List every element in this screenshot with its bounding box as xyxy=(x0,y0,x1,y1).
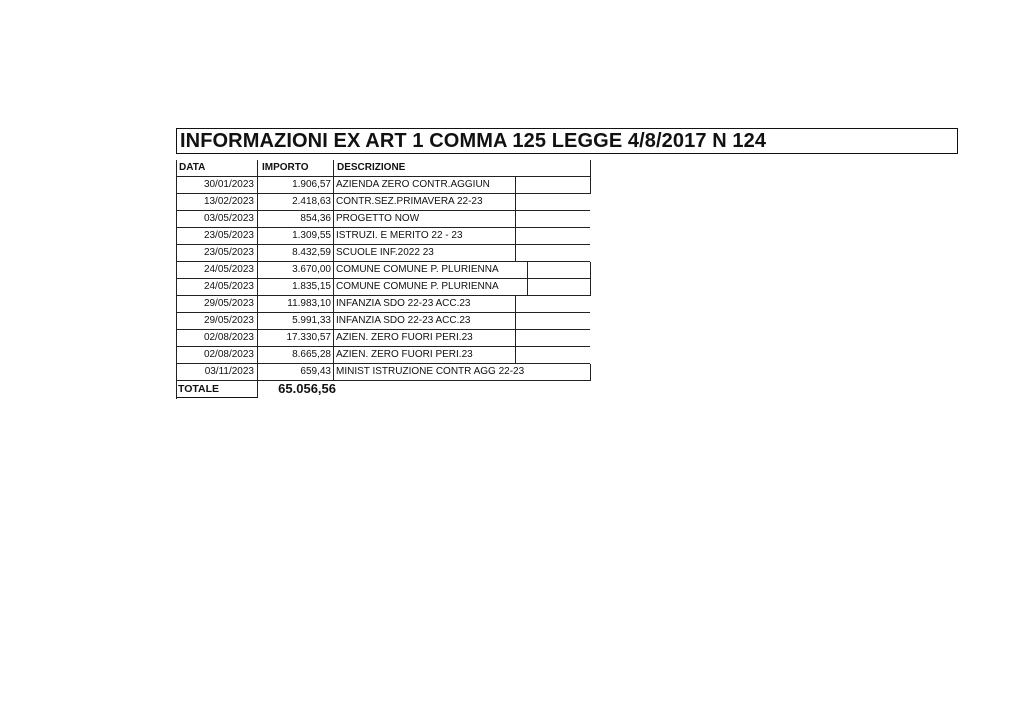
row-date: 24/05/2023 xyxy=(176,262,258,279)
row-description: AZIENDA ZERO CONTR.AGGIUN xyxy=(336,179,490,190)
table-row xyxy=(176,245,590,262)
table-left-border xyxy=(176,160,177,399)
row-description: AZIEN. ZERO FUORI PERI.23 xyxy=(336,349,473,360)
row-date: 24/05/2023 xyxy=(176,279,258,296)
row-date: 03/05/2023 xyxy=(176,211,258,228)
row-date: 29/05/2023 xyxy=(176,313,258,330)
table-header-row xyxy=(176,160,590,177)
row-date: 29/05/2023 xyxy=(176,296,258,313)
row-amount: 17.330,57 xyxy=(258,330,334,347)
table-row xyxy=(176,211,590,228)
row-amount: 854,36 xyxy=(258,211,334,228)
row-amount: 8.432,59 xyxy=(258,245,334,262)
row-date: 02/08/2023 xyxy=(176,330,258,347)
row-description: CONTR.SEZ.PRIMAVERA 22-23 xyxy=(336,196,483,207)
row-amount: 3.670,00 xyxy=(258,262,334,279)
row-amount: 5.991,33 xyxy=(258,313,334,330)
header-date: DATA xyxy=(176,160,258,177)
table-right-border-middle xyxy=(590,262,591,296)
row-description: COMUNE COMUNE P. PLURIENNA xyxy=(336,281,499,292)
row-description: MINIST ISTRUZIONE CONTR AGG 22-23 xyxy=(336,366,525,377)
description-column-divider xyxy=(515,177,516,262)
row-date: 03/11/2023 xyxy=(176,364,258,381)
row-date: 13/02/2023 xyxy=(176,194,258,211)
total-label: TOTALE xyxy=(176,381,258,398)
table-row xyxy=(176,296,590,313)
table-row xyxy=(176,313,590,330)
row-description: COMUNE COMUNE P. PLURIENNA xyxy=(336,264,499,275)
row-amount: 11.983,10 xyxy=(258,296,334,313)
table-row xyxy=(176,228,590,245)
row-description: ISTRUZI. E MERITO 22 - 23 xyxy=(336,230,463,241)
page-title: INFORMAZIONI EX ART 1 COMMA 125 LEGGE 4/8/2017 N 124 xyxy=(180,130,767,152)
description-column-divider xyxy=(515,296,516,364)
row-amount: 2.418,63 xyxy=(258,194,334,211)
table-right-border-bottom xyxy=(590,364,591,381)
table-row xyxy=(176,330,590,347)
row-date: 23/05/2023 xyxy=(176,245,258,262)
table-row xyxy=(176,177,590,194)
row-amount: 1.309,55 xyxy=(258,228,334,245)
table-row xyxy=(176,347,590,364)
row-description: AZIEN. ZERO FUORI PERI.23 xyxy=(336,332,473,343)
row-amount: 1.835,15 xyxy=(258,279,334,296)
header-description: DESCRIZIONE xyxy=(337,162,406,173)
total-amount: 65.056,56 xyxy=(278,381,336,396)
table-right-border-top xyxy=(590,160,591,194)
row-amount: 1.906,57 xyxy=(258,177,334,194)
table-row xyxy=(176,194,590,211)
row-amount: 659,43 xyxy=(258,364,334,381)
row-date: 23/05/2023 xyxy=(176,228,258,245)
table-row xyxy=(176,364,590,381)
row-description: SCUOLE INF.2022 23 xyxy=(336,247,434,258)
title-box xyxy=(176,128,958,154)
row-date: 30/01/2023 xyxy=(176,177,258,194)
row-description: INFANZIA SDO 22-23 ACC.23 xyxy=(336,298,471,309)
total-row xyxy=(176,381,336,398)
header-amount: IMPORTO xyxy=(258,160,334,177)
row-description: PROGETTO NOW xyxy=(336,213,420,224)
row-amount: 8.665,28 xyxy=(258,347,334,364)
row-date: 02/08/2023 xyxy=(176,347,258,364)
description-column-divider-wide xyxy=(527,262,528,296)
row-description: INFANZIA SDO 22-23 ACC.23 xyxy=(336,315,471,326)
